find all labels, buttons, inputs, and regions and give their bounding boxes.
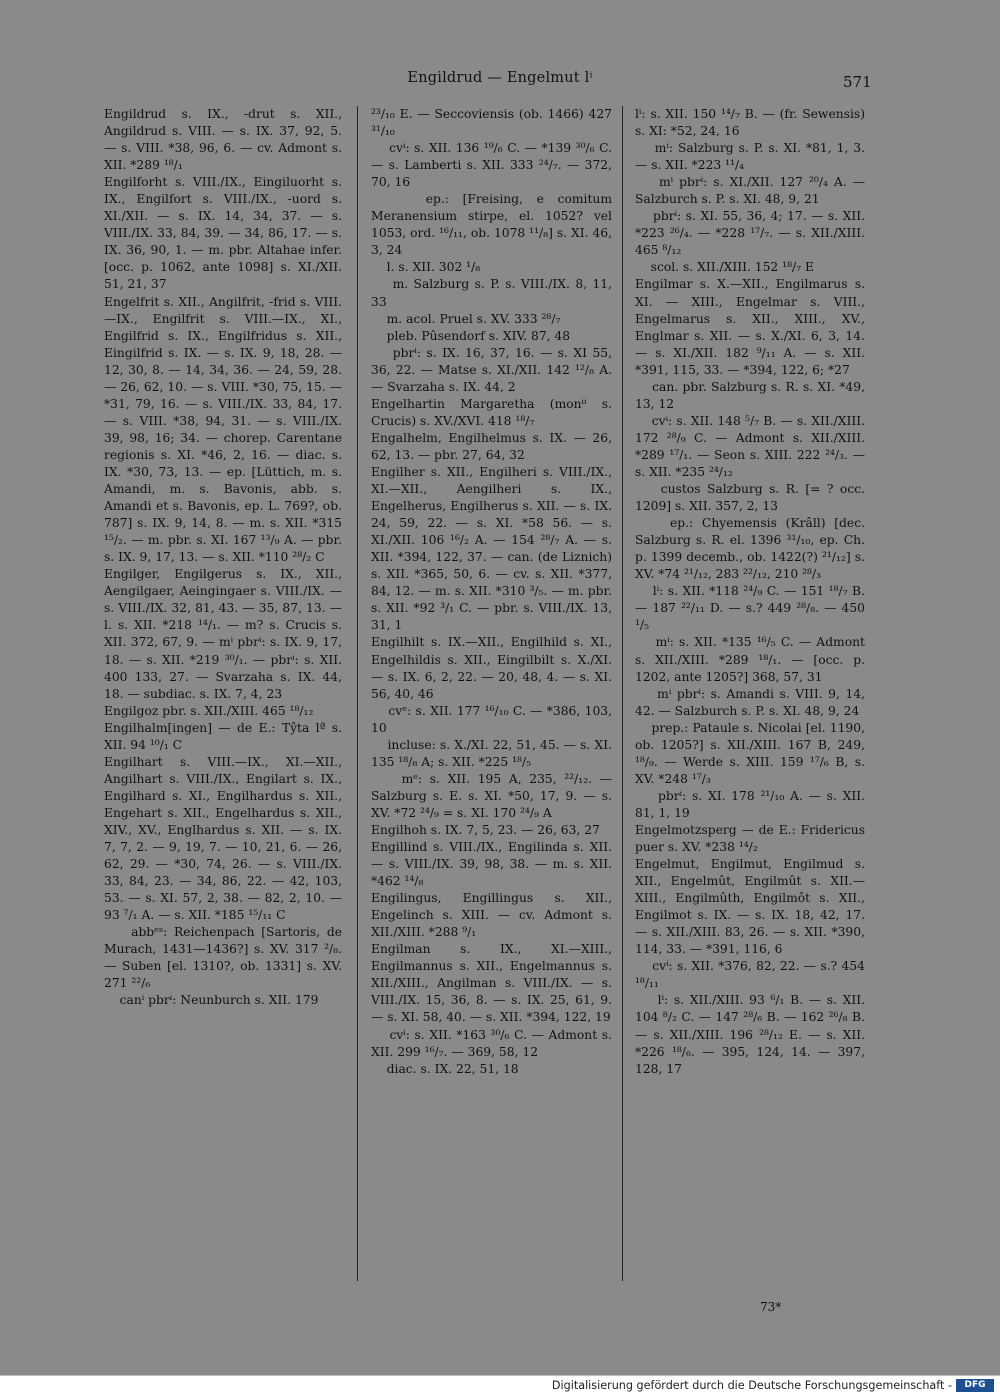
page-number: 571: [843, 73, 872, 91]
signature-mark: 73*: [760, 1300, 782, 1314]
footer-text: Digitalisierung gefördert durch die Deutsche Forschungsgemeinschaft -: [551, 1379, 952, 1392]
index-column-1: [104, 106, 342, 1009]
column-text: lⁱ: s. XII. 150 ¹⁴/₇ B. — (fr. Sewensis) s. XI: *52, 24, 16 mⁱ: Salzburg s. P. s. XI. *81, 1, 3. — s. XII. *223 ¹¹/₄ mⁱ pbrⁱ: s. XI./XII. 127 ²⁰/₄ A. — Salzburch s. P. s. XI. 48, 9, 21 pbrⁱ: s. XI. 55, 36, 4; 17. — s. XII. *223 ²⁶/₄. — *228 ¹⁷/₇. — s. XII./XIII. 465 ⁸/₁₂ scol. s. XII./XIII. 152 ¹⁸/₇ E Engilmar s. X.—XII., Engilmarus s. XI. — XIII., Engelmar s. VIII., Engelmarus s. XII., XIII., XV., Englmar s. XII. — s. X./XI. 6, 3, 14. — s. XI./XII. 182 ⁹/₁₁ A. — s. XII. *391, 115, 33. — *394, 122, 6; *27 can. pbr. Salzburg s. R. s. XI. *49, 13, 12 cvⁱ: s. XII. 148 ⁵/₇ B. — s. XII./XIII. 172 ²⁸/₉ C. — Admont s. XII./XIII. *289 ¹⁷/₁. — Seon s. XIII. 222 ²⁴/₃. — s. XII. *235 ²⁴/₁₂ custos Salzburg s. R. [= ? occ. 1209] s. XII. 357, 2, 13 ep.: Chyemensis (Krâll) [dec. Salzburg s. R. el. 1396 ³¹/₁₀, ep. Ch. p. 1399 decemb., ob. 1422(?) ²¹/₁₂] s. XV. *74 ²¹/₁₂, 283 ²²/₁₂, 210 ²⁸/₃ lⁱ: s. XII. *118 ²⁴/₉ C. — 151 ¹⁸/₇ B. — 187 ²²/₁₁ D. — s.? 449 ²⁸/₈. — 450 ¹/₅ mⁱ: s. XII. *135 ¹⁶/₅ C. — Admont s. XII./XIII. *289 ¹⁸/₁. — [occ. p. 1202, ante 1205?] 368, 57, 31 mⁱ pbrⁱ: s. Amandi s. VIII. 9, 14, 42. — Salzburch s. P. s. XI. 48, 9, 24 prep.: Pataule s. Nicolai [el. 1190, ob. 1205?] s. XII./XIII. 167 B, 249, ¹⁸/₉. — Werde s. XIII. 159 ¹⁷/₆ B, s. XV. *248 ¹⁷/₃ pbrⁱ: s. XI. 178 ²¹/₁₀ A. — s. XII. 81, 1, 19 Engelmotzsperg — de E.: Fridericus puer s. XV. *238 ¹⁴/₂ Engelmut, Engilmut, Engilmud s. XII., Engelmût, Engilmût s. XII.—XIII., Engilmûth, Engilmôt s. XII., Engilmot s. IX. — s. IX. 18, 42, 17. — s. XII./XIII. 83, 26. — s. XII. *390, 114, 33. — *391, 116, 6 cvⁱ: s. XII. *376, 82, 22. — s.? 454 ¹⁸/₁₁ lⁱ: s. XII./XIII. 93 ⁶/₁ B. — s. XII. 104 ⁸/₂ C. — 147 ²⁸/₆ B. — 162 ²⁶/₈ B. — s. XII./XIII. 196 ²⁸/₁₂ E. — s. XII. *226 ¹⁸/₆. — 395, 124, 14. — 397, 128, 17: [635, 107, 866, 1076]
index-column-2: [371, 106, 612, 1078]
column-divider: [357, 106, 358, 1281]
dfg-logo: DFG: [956, 1379, 994, 1392]
column-text: Engildrud s. IX., -drut s. XII., Angildrud s. VIII. — s. IX. 37, 92, 5. — s. VIII. *38, 96, 6. — cv. Admont s. XII. *289 ¹⁸/₁ Engilforht s. VIII./IX., Eingiluorht s. IX., Engilfort s. VIII./IX., -uord s. XI./XII. — s. IX. 14, 34, 37. — s. VIII./IX. 33, 84, 39. — 34, 86, 17. — s. IX. 36, 90, 1. — m. pbr. Altahae infer. [occ. p. 1062, ante 1098] s. XI./XII. 51, 21, 37 Engelfrit s. XII., Angilfrit, -frid s. VIII.—IX., Engilfrit s. VIII.—IX., XI., Engilfrid s. IX., Engilfridus s. XII., Eingilfrid s. IX. — s. IX. 9, 18, 28. — 12, 30, 8. — 14, 34, 36. — 24, 59, 28. — 26, 62, 10. — s. VIII. *30, 75, 15. — *31, 79, 16. — s. VIII./IX. 33, 84, 17. — s. VIII. *38, 94, 31. — s. VIII./IX. 39, 98, 16; 34. — chorep. Carentane regionis s. XI. *46, 2, 16. — diac. s. IX. *30, 73, 13. — ep. [Lüttich, m. s. Amandi, m. s. Bavonis, abb. s. Amandi et s. Bavonis, ep. L. 769?, ob. 787] s. IX. 9, 14, 8. — m. s. XII. *315 ¹⁵/₂. — m. pbr. s. XI. 167 ¹³/₉ A. — pbr. s. IX. 9, 17, 13. — s. XII. *110 ²⁸/₂ C Engilger, Engilgerus s. IX., XII., Aengilgaer, Aeingingaer s. VIII./IX. — s. VIII./IX. 32, 81, 43. — 35, 87, 13. — l. s. XII. *218 ¹⁴/₁. — m? s. Crucis s. XII. 372, 67, 9. — mⁱ pbrⁱ: s. IX. 9, 17, 18. — s. XII. *219 ³⁰/₁. — pbrⁱ: s. XII. 400 133, 27. — Svarzaha s. IX. 44, 18. — subdiac. s. IX. 7, 4, 23 Engilgoz pbr. s. XII./XIII. 465 ¹⁸/₁₂ Engilhalm[ingen] — de E.: Tŷta lª s. XII. 94 ¹⁰/₁ C Engilhart s. VIII.—IX., XI.—XII., Angilhart s. VIII./IX., Engilart s. IX., Engilhard s. XI., Engilhardus s. XII., Engehart s. XII., Engelhardus s. XII., XIV., XV., Englhardus s. XII. — s. IX. 7, 7, 2. — 9, 19, 7. — 10, 21, 6. — 26, 62, 29. — *30, 74, 26. — s. VIII./IX. 33, 84, 23. — 34, 86, 22. — 42, 103, 53. — s. XI. 57, 2, 38. — 82, 2, 10. — 93 ⁷/₁ A. — s. XII. *185 ¹⁵/₁₁ C abbᵉˢ: Reichenpach [Sartoris, de Murach, 1431—1436?] s. XV. 317 ²/₈. — Suben [el. 1310?, ob. 1331] s. XV. 271 ²²/₆ canⁱ pbrⁱ: Neunburch s. XII. 179: [104, 107, 342, 1008]
index-column-3: [635, 106, 865, 1078]
running-head: Engildrud — Engelmut lⁱ: [407, 70, 593, 86]
column-text: ²³/₁₀ E. — Seccoviensis (ob. 1466) 427 ³¹/₁₀ cvⁱ: s. XII. 136 ¹⁹/₆ C. — *139 ³⁰/₆ C. — s. Lamberti s. XII. 333 ²⁴/₇. — 372, 70, 16 ep.: [Freising, e comitum Meranensium stirpe, el. 1052? vel 1053, ord. ¹⁶/₁₁, ob. 1078 ¹¹/₈] s. XI. 46, 3, 24 l. s. XII. 302 ¹/₈ m. Salzburg s. P. s. VIII./IX. 8, 11, 33 m. acol. Pruel s. XV. 333 ²⁸/₇ pleb. Pûsendorf s. XIV. 87, 48 pbrⁱ: s. IX. 16, 37, 16. — s. XI 55, 36, 22. — Matse s. XI./XII. 142 ¹²/₈ A. — Svarzaha s. IX. 44, 2 Engelhartin Margaretha (monⁱⁱ s. Crucis) s. XV./XVI. 418 ¹⁸/₇ Engalhelm, Engilhelmus s. IX. — 26, 62, 13. — pbr. 27, 64, 32 Engilher s. XII., Engilheri s. VIII./IX., XI.—XII., Aengilheri s. IX., Engelherus, Engilherus s. XII. — s. IX. 24, 59, 22. — s. XI. *58 56. — s. XI./XII. 106 ¹⁶/₂ A. — 154 ²⁸/₇ A. — s. XII. *394, 122, 37. — can. (de Liznich) s. XII. *365, 50, 6. — cv. s. XII. *377, 84, 12. — m. s. XII. *310 ³/₅. — m. pbr. s. XII. *92 ³/₁ C. — pbr. s. VIII./IX. 13, 31, 1 Engilhilt s. IX.—XII., Engilhild s. XI., Engelhildis s. XII., Eingilbilt s. X./XI. — s. IX. 6, 2, 22. — 20, 48, 4. — s. XI. 56, 40, 46 cvᵉ: s. XII. 177 ¹⁶/₁₀ C. — *386, 103, 10 incluse: s. X./XI. 22, 51, 45. — s. XI. 135 ¹⁸/₈ A; s. XII. *225 ¹⁸/₅ mᵉ: s. XII. 195 A, 235, ²²/₁₂. — Salzburg s. E. s. XI. *50, 17, 9. — s. XV. *72 ²⁴/₉ = s. XI. 170 ²⁴/₉ A Engilhoh s. IX. 7, 5, 23. — 26, 63, 27 Engillind s. VIII./IX., Engilinda s. XII. — s. VIII./IX. 39, 98, 38. — m. s. XII. *462 ¹⁴/₈ Engilingus, Engillingus s. XII., Engelinch s. XIII. — cv. Admont s. XII./XIII. *288 ⁹/₁ Engilman s. IX., XI.—XIII., Engilmannus s. XII., Engelmannus s. XII./XIII., Angilman s. VIII./IX. — s. VIII./IX. 15, 36, 8. — s. IX. 25, 61, 9. — s. XI. 58, 40. — s. XII. *394, 122, 19 cvⁱ: s. XII. *163 ³⁰/₆ C. — Admont s. XII. 299 ¹⁶/₇. — 369, 58, 12 diac. s. IX. 22, 51, 18: [371, 107, 612, 1076]
footer-bar: [0, 1375, 1000, 1396]
column-divider: [622, 106, 623, 1281]
